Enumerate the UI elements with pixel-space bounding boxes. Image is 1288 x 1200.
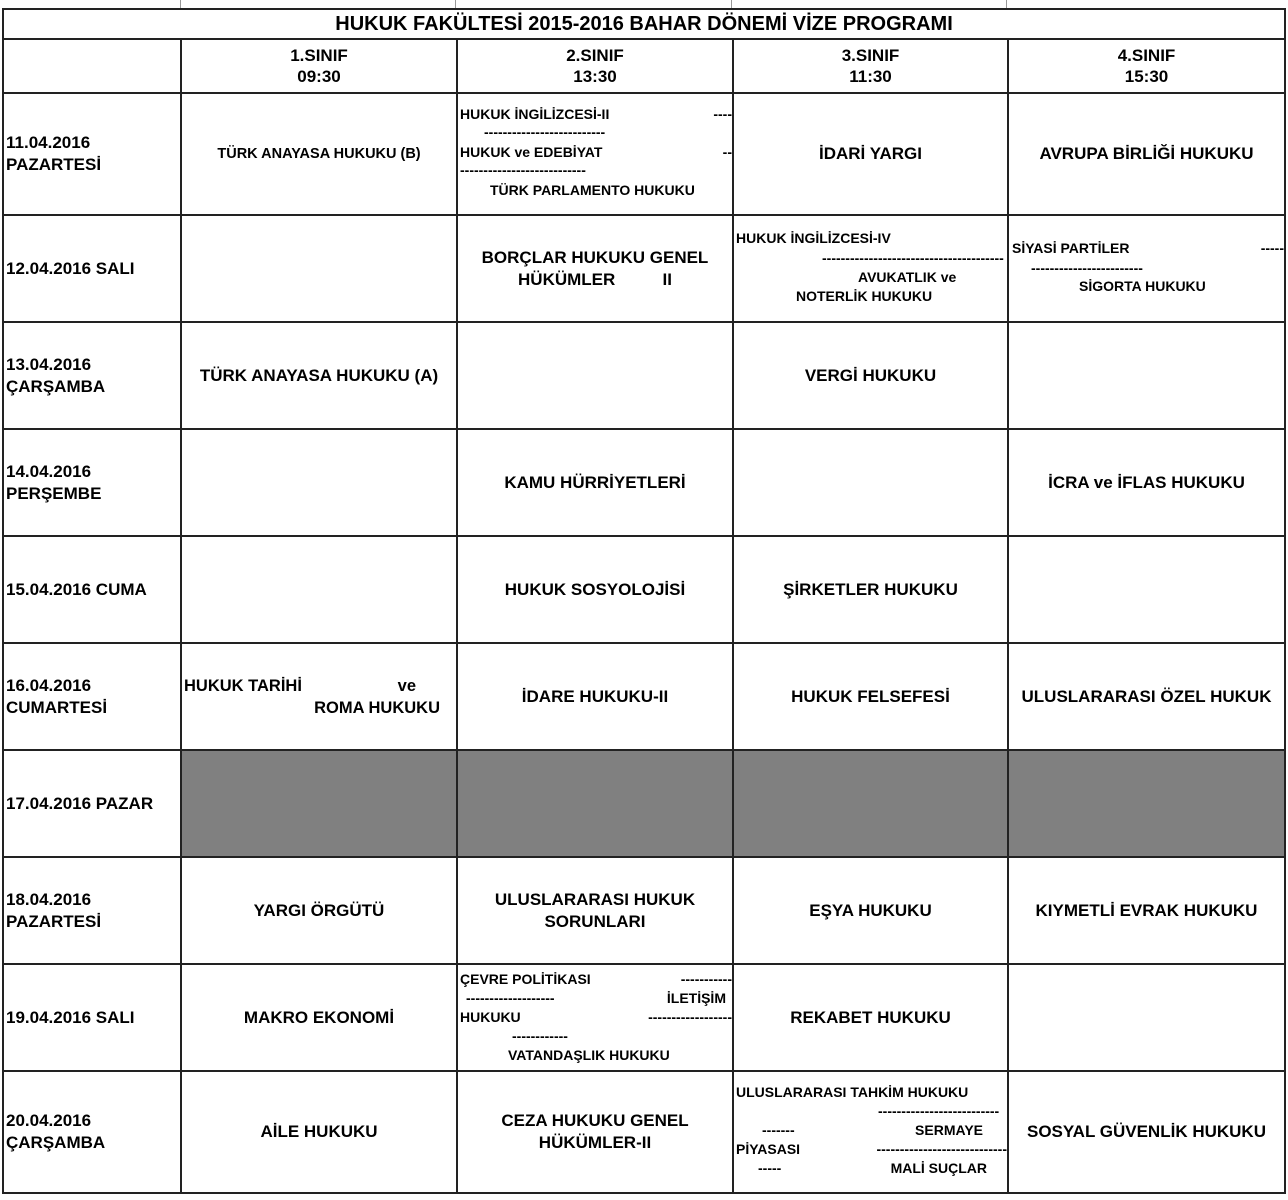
date-cell: 18.04.2016 PAZARTESİ	[3, 857, 181, 964]
exam-cell: ULUSLARARASI ÖZEL HUKUK	[1008, 643, 1285, 750]
holiday-cell	[733, 750, 1008, 857]
table-row	[3, 643, 1285, 750]
exam-cell-multi: SİYASİ PARTİLER ----- ------------------------ SİGORTA HUKUKU	[1008, 215, 1285, 322]
table-row	[3, 93, 1285, 215]
exam-cell: VERGİ HUKUKU	[733, 322, 1008, 429]
exam-cell: CEZA HUKUKU GENEL HÜKÜMLER-II	[457, 1071, 733, 1193]
exam-cell-multi: ULUSLARARASI TAHKİM HUKUKU -------------------------- ------- SERMAYE PİYASASI ---------------------------- ----- MALİ SUÇLAR	[733, 1071, 1008, 1193]
header-class-2: 2.SINIF 13:30	[457, 39, 733, 93]
table-row	[3, 429, 1285, 536]
exam-cell	[733, 429, 1008, 536]
exam-cell: İDARE HUKUKU-II	[457, 643, 733, 750]
exam-cell	[1008, 536, 1285, 643]
exam-cell: TÜRK ANAYASA HUKUKU (A)	[181, 322, 457, 429]
header-row	[3, 39, 1285, 93]
exam-cell	[181, 536, 457, 643]
exam-cell-multi: ÇEVRE POLİTİKASI ----------- ------------------- İLETİŞİM HUKUKU ------------------ ------------ VATANDAŞLIK HUKUKU	[457, 964, 733, 1071]
header-class-3: 3.SINIF 11:30	[733, 39, 1008, 93]
page-title: HUKUK FAKÜLTESİ 2015-2016 BAHAR DÖNEMİ VİZE PROGRAMI	[3, 9, 1285, 39]
exam-cell: HUKUK SOSYOLOJİSİ	[457, 536, 733, 643]
header-class-1: 1.SINIF 09:30	[181, 39, 457, 93]
date-cell: 19.04.2016 SALI	[3, 964, 181, 1071]
exam-cell	[457, 322, 733, 429]
exam-cell: BORÇLAR HUKUKU GENEL HÜKÜMLER II	[457, 215, 733, 322]
date-cell: 13.04.2016 ÇARŞAMBA	[3, 322, 181, 429]
exam-cell-multi: HUKUK TARİHİ ve ROMA HUKUKU	[181, 643, 457, 750]
exam-cell: ULUSLARARASI HUKUK SORUNLARI	[457, 857, 733, 964]
exam-cell-multi: HUKUK İNGİLİZCESİ-II ---- -------------------------- HUKUK ve EDEBİYAT -- --------------------------- TÜRK PARLAMENTO HUKUKU	[457, 93, 733, 215]
table-row	[3, 857, 1285, 964]
holiday-cell	[457, 750, 733, 857]
table-row	[3, 215, 1285, 322]
table-row	[3, 536, 1285, 643]
date-cell: 20.04.2016 ÇARŞAMBA	[3, 1071, 181, 1193]
exam-cell: REKABET HUKUKU	[733, 964, 1008, 1071]
exam-cell: SOSYAL GÜVENLİK HUKUKU	[1008, 1071, 1285, 1193]
exam-cell	[181, 429, 457, 536]
exam-cell: YARGI ÖRGÜTÜ	[181, 857, 457, 964]
date-cell: 16.04.2016 CUMARTESİ	[3, 643, 181, 750]
date-cell: 15.04.2016 CUMA	[3, 536, 181, 643]
date-cell: 14.04.2016 PERŞEMBE	[3, 429, 181, 536]
holiday-cell	[1008, 750, 1285, 857]
date-cell: 17.04.2016 PAZAR	[3, 750, 181, 857]
exam-cell: TÜRK ANAYASA HUKUKU (B)	[181, 93, 457, 215]
top-grid-remnant	[0, 0, 1288, 8]
exam-cell: İCRA ve İFLAS HUKUKU	[1008, 429, 1285, 536]
exam-cell: KIYMETLİ EVRAK HUKUKU	[1008, 857, 1285, 964]
holiday-cell	[181, 750, 457, 857]
table-row	[3, 964, 1285, 1071]
exam-cell: İDARİ YARGI	[733, 93, 1008, 215]
date-cell: 11.04.2016 PAZARTESİ	[3, 93, 181, 215]
header-class-4: 4.SINIF 15:30	[1008, 39, 1285, 93]
exam-cell: EŞYA HUKUKU	[733, 857, 1008, 964]
table-row	[3, 750, 1285, 857]
exam-cell: AVRUPA BİRLİĞİ HUKUKU	[1008, 93, 1285, 215]
date-cell: 12.04.2016 SALI	[3, 215, 181, 322]
table-row	[3, 1071, 1285, 1193]
exam-cell	[1008, 964, 1285, 1071]
exam-cell: KAMU HÜRRİYETLERİ	[457, 429, 733, 536]
exam-cell: HUKUK FELSEFESİ	[733, 643, 1008, 750]
exam-cell	[181, 215, 457, 322]
exam-cell	[1008, 322, 1285, 429]
exam-cell-multi: HUKUK İNGİLİZCESİ-IV --------------------------------------- AVUKATLIK ve NOTERLİK HUKUKU	[733, 215, 1008, 322]
table-row	[3, 322, 1285, 429]
exam-cell: AİLE HUKUKU	[181, 1071, 457, 1193]
exam-cell: MAKRO EKONOMİ	[181, 964, 457, 1071]
exam-schedule-table	[2, 8, 1286, 1194]
exam-cell: ŞİRKETLER HUKUKU	[733, 536, 1008, 643]
header-empty	[3, 39, 181, 93]
